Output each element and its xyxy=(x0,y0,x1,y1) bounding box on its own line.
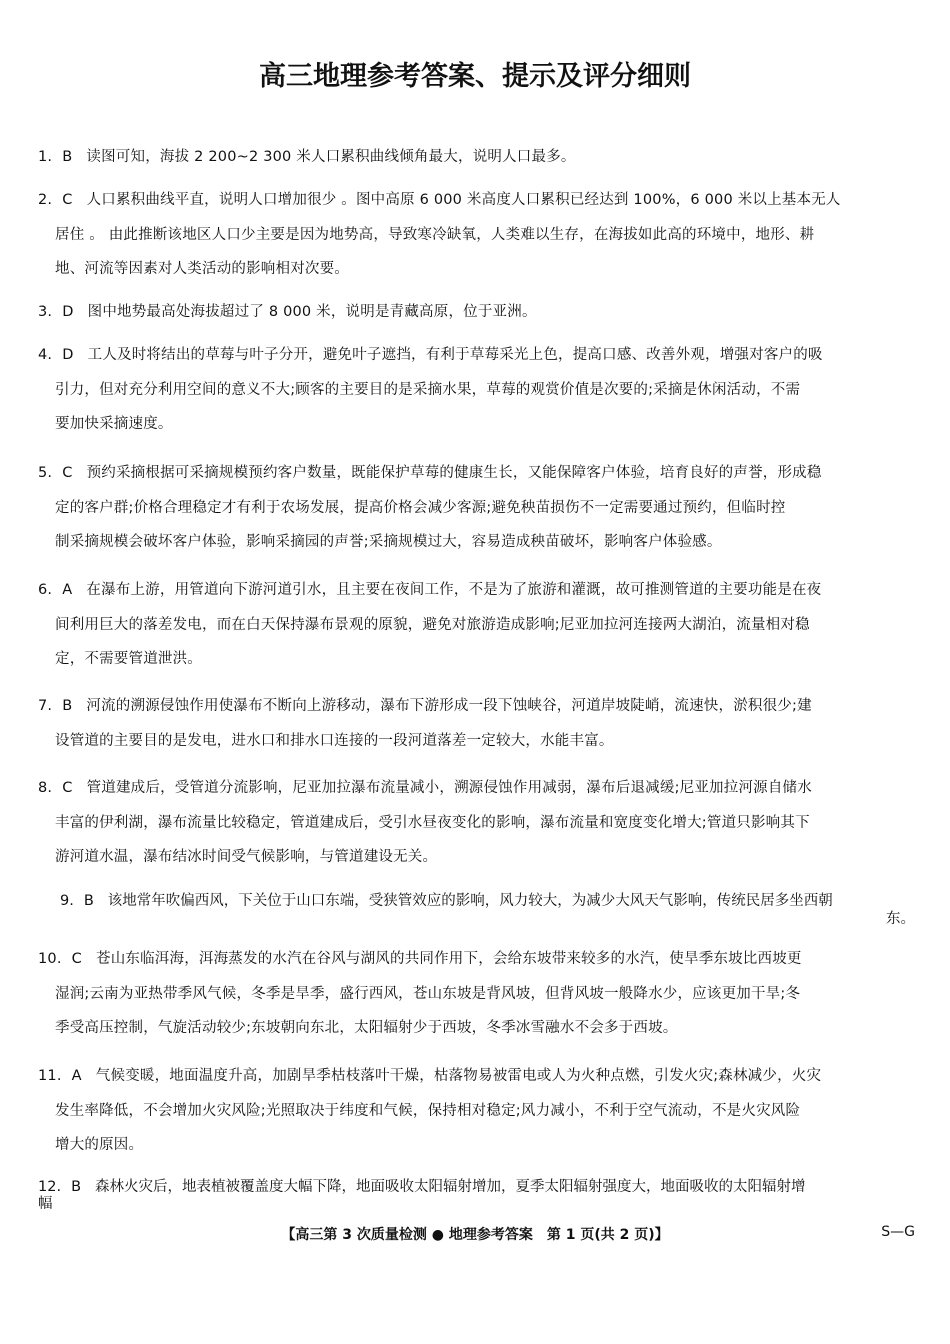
answer-item-5: 5. C 预约采摘根据可采摘规模预约客户数量，既能保护草莓的健康生长，又能保障客户体验，培育良好的声誉，形成稳 定的客户群;价格合理稳定才有利于农场发展，提高价格会减少客源;避免秧苗损伤不一定需要通过预约，但临时控 制采摘规模会破坏客户体验，影响采摘园的声誉;采摘规模过大，容易造成秧苗破坏，影响客户体验感。 xyxy=(38,465,822,550)
answer-item-3: 3. D 图中地势最高处海拔超过了 8 000 米，说明是青藏高原，位于亚洲。 xyxy=(38,304,537,320)
answer-item-8: 8. C 管道建成后，受管道分流影响，尼亚加拉瀑布流量减小，溯源侵蚀作用减弱，瀑布后退减缓;尼亚加拉河源自储水 丰富的伊利湖，瀑布流量比较稳定，管道建成后，受引水昼夜变化的影响，瀑布流量和宽度变化增大;管道只影响其下 游河道水温，瀑布结冰时间受气候影响，与管道建设无关。 xyxy=(38,780,812,865)
page-footer: 【高三第 3 次质量检测 ● 地理参考答案 第 1 页(共 2 页)】 xyxy=(281,1227,669,1243)
answer-item-4: 4. D 工人及时将结出的草莓与叶子分开，避免叶子遮挡，有利于草莓采光上色，提高口感、改善外观，增强对客户的吸 引力，但对充分利用空间的意义不大;顾客的主要目的是采摘水果，草莓的观赏价值是次要的;采摘是休闲活动，不需 要加快采摘速度。 xyxy=(38,347,823,432)
answer-item-2: 2. C 人口累积曲线平直，说明人口增加很少 。图中高原 6 000 米高度人口累积已经达到 100%，6 000 米以上基本无人 居住 。 由此推断该地区人口少主要是因为地势高，导致寒冷缺氧，人类难以生存，在海拔如此高的环境中，地形、耕 地、河流等因素对人类活动的影响相对次要。 xyxy=(38,192,841,277)
answer-item-1: 1. B 读图可知，海拔 2 200~2 300 米人口累积曲线倾角最大，说明人口最多。 xyxy=(38,149,576,165)
answer-item-7: 7. B 河流的溯源侵蚀作用使瀑布不断向上游移动，瀑布下游形成一段下蚀峡谷，河道岸坡陡峭，流速快，淤积很少;建 设管道的主要目的是发电，进水口和排水口连接的一段河道落差一定较大，水能丰富。 xyxy=(38,698,812,749)
answer-item-6: 6. A 在瀑布上游，用管道向下游河道引水，且主要在夜间工作，不是为了旅游和灌溉，故可推测管道的主要功能是在夜 间利用巨大的落差发电，而在白天保持瀑布景观的原貌，避免对旅游造成影响;尼亚加拉河连接两大湖泊，流量相对稳 定，不需要管道泄洪。 xyxy=(38,582,822,667)
paper-code: S—G xyxy=(881,1224,915,1240)
answer-item-10: 10. C 苍山东临洱海，洱海蒸发的水汽在谷风与湖风的共同作用下，会给东坡带来较多的水汽，使旱季东坡比西坡更 湿润;云南为亚热带季风气候，冬季是旱季，盛行西风，苍山东坡是背风坡，但背风坡一般降水少，应该更加干旱;冬 季受高压控制，气旋活动较少;东坡朝向东北，太阳辐射少于西坡，冬季冰雪融水不会多于西坡。 xyxy=(38,951,802,1036)
answer-item-9: 9. B 该地常年吹偏西风，下关位于山口东端，受狭管效应的影响，风力较大，为减少大风天气影响，传统民居多坐西朝 东。 xyxy=(60,893,915,927)
answer-item-12: 12. B 森林火灾后，地表植被覆盖度大幅下降，地面吸收太阳辐射增加，夏季太阳辐射强度大，地面吸收的太阳辐射增 幅 xyxy=(38,1179,806,1212)
answer-item-11: 11. A 气候变暖，地面温度升高，加剧旱季枯枝落叶干燥，枯落物易被雷电或人为火种点燃，引发火灾;森林减少，火灾 发生率降低，不会增加火灾风险;光照取决于纬度和气候，保持相对稳定;风力减小，不利于空气流动，不是火灾风险 增大的原因。 xyxy=(38,1068,822,1153)
page-title: 高三地理参考答案、提示及评分细则 xyxy=(259,61,691,92)
